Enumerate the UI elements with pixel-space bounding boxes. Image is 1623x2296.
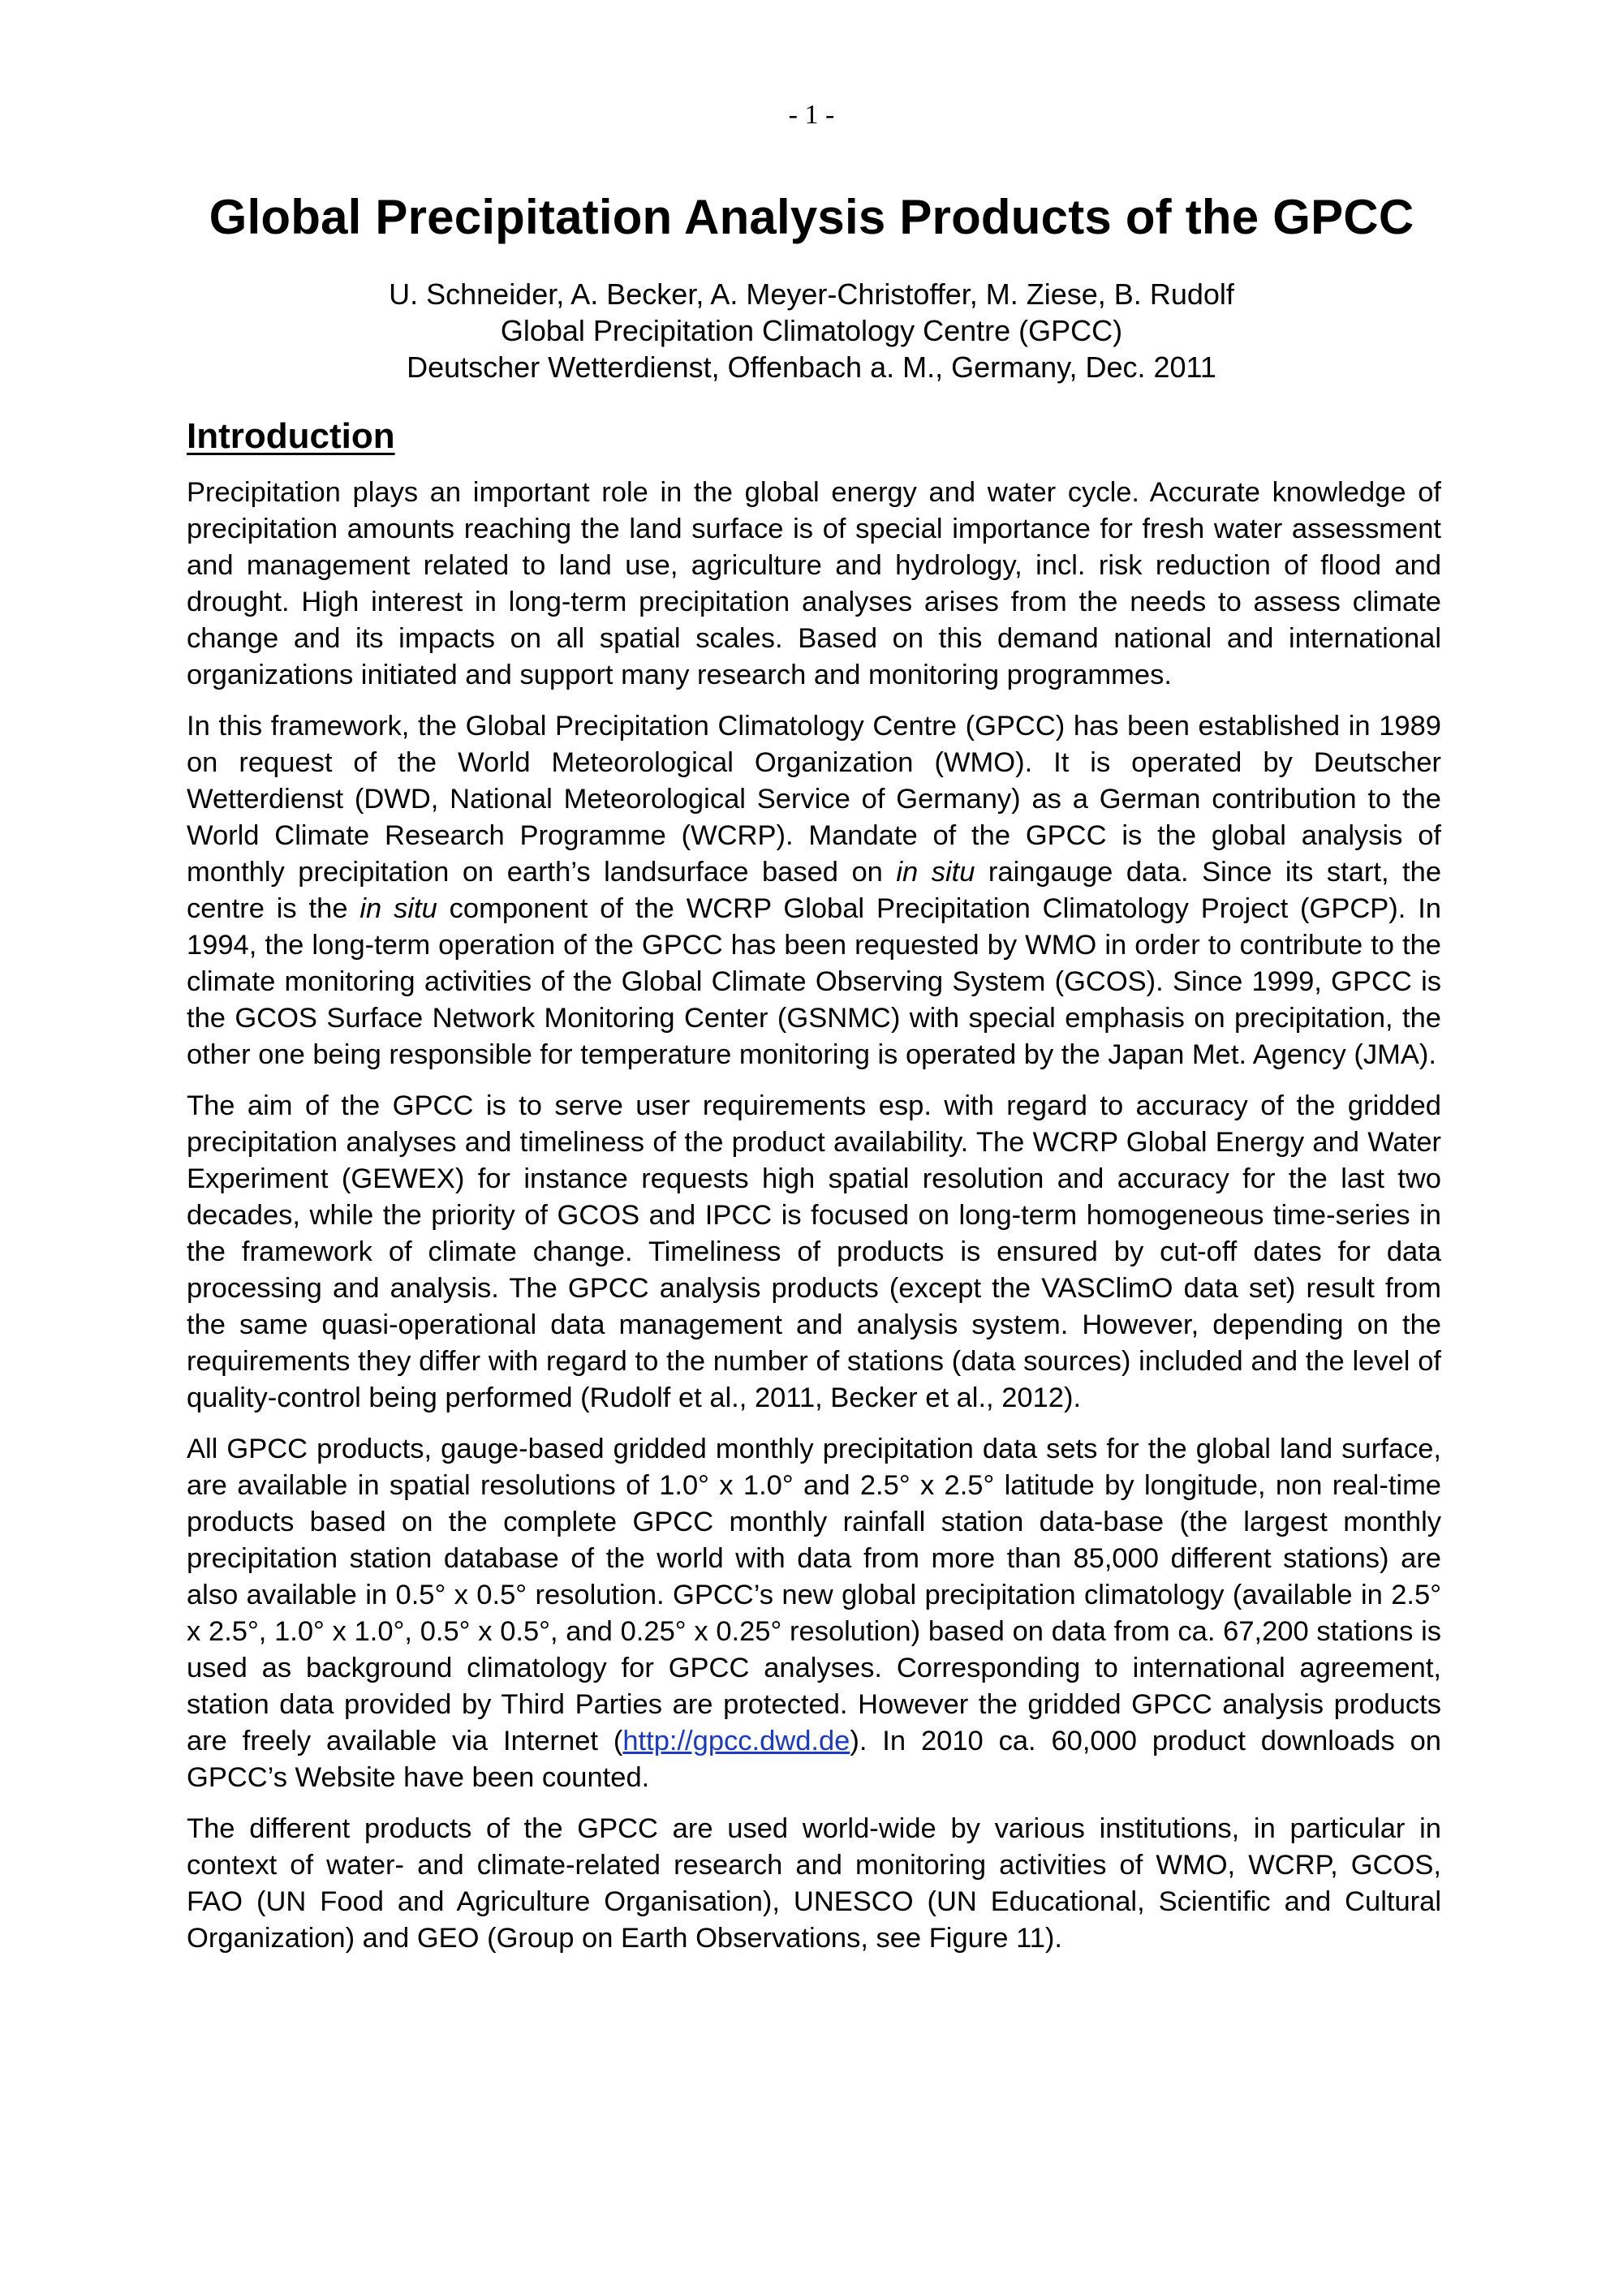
paragraph-2 [187, 708, 1441, 1073]
page-number: - 1 - [788, 100, 835, 130]
introduction-heading: Introduction [187, 416, 395, 456]
introduction-body [187, 475, 1441, 1971]
paragraph-2-italic-b: in situ [359, 893, 437, 924]
paragraph-3: The aim of the GPCC is to serve user requirements esp. with regard to accuracy of the gridded precipitation analyses and timeliness of the product availability. The WCRP Global Energy and Water Experiment (GEWEX) for instance requests high spatial resolution and accuracy for the last two decades, while the priority of GCOS and IPCC is focused on long-term homogeneous time-series in the framework of climate change. Timeliness of products is ensured by cut-off dates for data processing and analysis. The GPCC analysis products (except the VASClimO data set) result from the same quasi-operational data management and analysis system. However, depending on the requirements they differ with regard to the number of stations (data sources) included and the level of quality-control being performed (Rudolf et al., 2011, Becker et al., 2012). [187, 1090, 1441, 1413]
location-date: Deutscher Wetterdienst, Offenbach a. M., Germany, Dec. 2011 [407, 350, 1216, 384]
gpcc-website-link[interactable]: http://gpcc.dwd.de [622, 1726, 850, 1756]
paper-title: Global Precipitation Analysis Products of the GPCC [209, 190, 1414, 244]
paragraph-1: Precipitation plays an important role in the global energy and water cycle. Accurate knowledge of precipitation amounts reaching the land surface is of special importance for fresh water assessment and management related to land use, agriculture and hydrology, incl. risk reduction of flood and drought. High interest in long-term precipitation analyses arises from the needs to assess climate change and its impacts on all spatial scales. Based on this demand national and international organizations initiated and support many research and monitoring programmes. [187, 477, 1441, 690]
paragraph-5: The different products of the GPCC are used world-wide by various institutions, in particular in context of water- and climate-related research and monitoring activities of WMO, WCRP, GCOS, FAO (UN Food and Agriculture Organisation), UNESCO (UN Educational, Scientific and Cultural Organization) and GEO (Group on Earth Observations, see Figure 11). [187, 1813, 1441, 1954]
paragraph-2-text-a: In this framework, the Global Precipitation Climatology Centre (GPCC) has been established in 1989 on request of the World Meteorological Organization (WMO). It is operated by Deutscher Wetterdienst (DWD, National Meteorological Service of Germany) as a German contribution to the World Climate Research Programme (WCRP). Mandate of the GPCC is the global analysis of monthly precipitation on earth’s landsurface based on [187, 711, 1441, 888]
paragraph-2-text-b: raingauge data. Since its start, the centre is the [187, 857, 1442, 924]
paragraph-4-text-a: All GPCC products, gauge-based gridded monthly precipitation data sets for the global land surface, are available in spatial resolutions of 1.0° x 1.0° and 2.5° x 2.5° latitude by longitude, non real-time products based on the complete GPCC monthly rainfall station data-base (the largest monthly precipitation station database of the world with data from more than 85,000 different stations) are also available in 0.5° x 0.5° resolution. GPCC’s new global precipitation climatology (available in 2.5° x 2.5°, 1.0° x 1.0°, 0.5° x 0.5°, and 0.25° x 0.25° resolution) based on data from ca. 67,200 stations is used as background climatology for GPCC analyses. Corresponding to international agreement, station data provided by Third Parties are protected. However the gridded GPCC analysis products are freely available via Internet ( [187, 1434, 1441, 1756]
affiliation: Global Precipitation Climatology Centre (GPCC) [500, 314, 1123, 347]
author-block [0, 276, 1623, 385]
paragraph-2-italic-a: in situ [896, 857, 975, 888]
paragraph-4-text-b: ). In 2010 ca. 60,000 product downloads on GPCC’s Website have been counted. [187, 1726, 1441, 1793]
paragraph-4 [187, 1431, 1441, 1796]
paragraph-2-text-c: component of the WCRP Global Precipitation Climatology Project (GPCP). In 1994, the long-term operation of the GPCC has been requested by WMO in order to contribute to the climate monitoring activities of the Global Climate Observing System (GCOS). Since 1999, GPCC is the GCOS Surface Network Monitoring Center (GSNMC) with special emphasis on precipitation, the other one being responsible for temperature monitoring is operated by the Japan Met. Agency (JMA). [187, 893, 1441, 1070]
author-list: U. Schneider, A. Becker, A. Meyer-Christoffer, M. Ziese, B. Rudolf [389, 277, 1234, 311]
